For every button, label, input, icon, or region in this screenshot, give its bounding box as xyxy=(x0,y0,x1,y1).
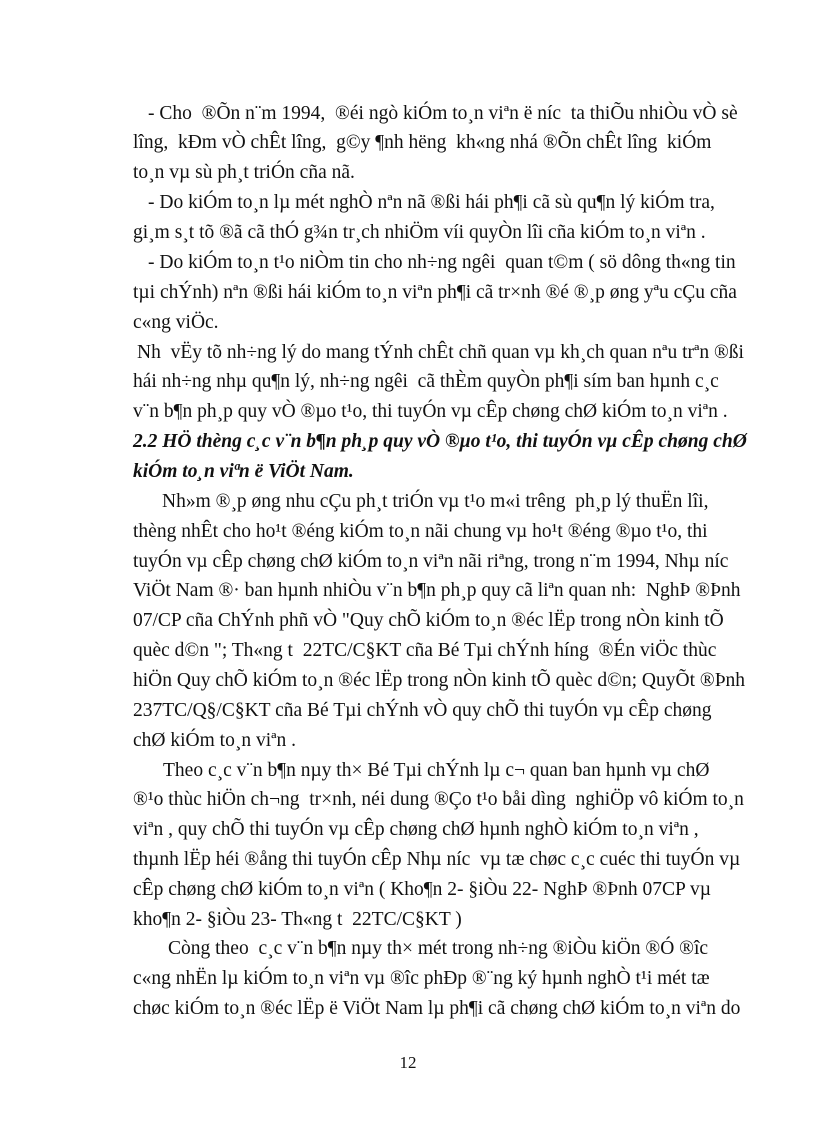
page-number: 12 xyxy=(399,1053,417,1072)
text-line: 07/CP cña ChÝnh phñ vÒ "Quy chÕ kiÓm to¸n ®éc lËp trong nÒn kinh tÕ xyxy=(133,610,724,631)
text-line: ®¹o thùc hiÖn ch¬ng tr×nh, néi dung ®Ço t¹o båi dìng nghiÖp vô kiÓm to¸n xyxy=(133,789,744,810)
text-line: v¨n b¶n ph¸p quy vÒ ®µo t¹o, thi tuyÓn vµ cÊp chøng chØ kiÓm to¸n viªn . xyxy=(133,401,728,422)
text-line: gi¸m s¸t tõ ®ã cã thÓ g¾n tr¸ch nhiÖm víi quyÒn lîi cña kiÓm to¸n viªn . xyxy=(133,222,706,243)
text-line: - Cho ®Õn n¨m 1994, ®éi ngò kiÓm to¸n viªn ë níc ta thiÕu nhiÒu vÒ sè xyxy=(148,103,738,124)
text-line: chØ kiÓm to¸n viªn . xyxy=(133,730,296,751)
text-line: ViÖt Nam ®· ban hµnh nhiÒu v¨n b¶n ph¸p quy cã liªn quan nh: NghÞ ®Þnh xyxy=(133,580,741,601)
text-line: c«ng nhËn lµ kiÓm to¸n viªn vµ ®îc phÐp ®¨ng ký hµnh nghÒ t¹i mét tæ xyxy=(133,968,710,989)
text-line: 237TC/Q§/C§KT cña Bé Tµi chÝnh vÒ quy chÕ thi tuyÓn vµ cÊp chøng xyxy=(133,700,712,721)
text-line: cÊp chøng chØ kiÓm to¸n viªn ( Kho¶n 2- §iÒu 22- NghÞ ®Þnh 07CP vµ xyxy=(133,879,711,900)
text-line: hiÖn Quy chÕ kiÓm to¸n ®éc lËp trong nÒn kinh tÕ quèc d©n; QuyÕt ®Þnh xyxy=(133,670,746,691)
section-heading: 2.2 HÖ thèng c¸c v¨n b¶n ph¸p quy vÒ ®µo t¹o, thi tuyÓn vµ cÊp chøng chØ xyxy=(133,431,747,452)
text-line: lîng, kÐm vÒ chÊt lîng, g©y ¶nh hëng kh«ng nhá ®Õn chÊt lîng kiÓm xyxy=(133,132,712,153)
text-line: chøc kiÓm to¸n ®éc lËp ë ViÖt Nam lµ ph¶i cã chøng chØ kiÓm to¸n viªn do xyxy=(133,998,741,1019)
text-line: quèc d©n "; Th«ng t 22TC/C§KT cña Bé Tµi chÝnh híng ®Én viÖc thùc xyxy=(133,640,717,661)
text-line: hái nh÷ng nhµ qu¶n lý, nh÷ng ngêi cã thÈm quyÒn ph¶i sím ban hµnh c¸c xyxy=(133,371,719,392)
text-line: Còng theo c¸c v¨n b¶n nµy th× mét trong nh÷ng ®iÒu kiÖn ®Ó ®îc xyxy=(168,938,709,959)
text-line: thµnh lËp héi ®ång thi tuyÓn cÊp Nhµ níc vµ tæ chøc c¸c cuéc thi tuyÓn vµ xyxy=(133,849,741,870)
text-line: thèng nhÊt cho ho¹t ®éng kiÓm to¸n nãi chung vµ ho¹t ®éng ®µo t¹o, thi xyxy=(133,521,708,542)
text-line: tµi chÝnh) nªn ®ßi hái kiÓm to¸n viªn ph¶i cã tr×nh ®é ®¸p øng yªu cÇu cña xyxy=(133,282,737,303)
text-line: Nh vËy tõ nh÷ng lý do mang tÝnh chÊt chñ quan vµ kh¸ch quan nªu trªn ®ßi xyxy=(137,342,744,363)
text-line: viªn , quy chÕ thi tuyÓn vµ cÊp chøng chØ hµnh nghÒ kiÓm to¸n viªn , xyxy=(133,819,699,840)
section-heading: kiÓm to¸n viªn ë ViÖt Nam. xyxy=(133,461,354,482)
text-line: Nh»m ®¸p øng nhu cÇu ph¸t triÓn vµ t¹o m«i trêng ph¸p lý thuËn lîi, xyxy=(162,491,709,512)
text-line: to¸n vµ sù ph¸t triÓn cña nã. xyxy=(133,162,355,183)
text-line: kho¶n 2- §iÒu 23- Th«ng t 22TC/C§KT ) xyxy=(133,909,462,930)
text-line: - Do kiÓm to¸n t¹o niÒm tin cho nh÷ng ngêi quan t©m ( sö dông th«ng tin xyxy=(148,252,736,273)
text-line: tuyÓn vµ cÊp chøng chØ kiÓm to¸n viªn nãi riªng, trong n¨m 1994, Nhµ níc xyxy=(133,551,729,572)
text-line: - Do kiÓm to¸n lµ mét nghÒ nªn nã ®ßi hái ph¶i cã sù qu¶n lý kiÓm tra, xyxy=(148,192,715,213)
text-line: Theo c¸c v¨n b¶n nµy th× Bé Tµi chÝnh lµ c¬ quan ban hµnh vµ chØ xyxy=(163,760,710,781)
text-line: c«ng viÖc. xyxy=(133,312,219,333)
